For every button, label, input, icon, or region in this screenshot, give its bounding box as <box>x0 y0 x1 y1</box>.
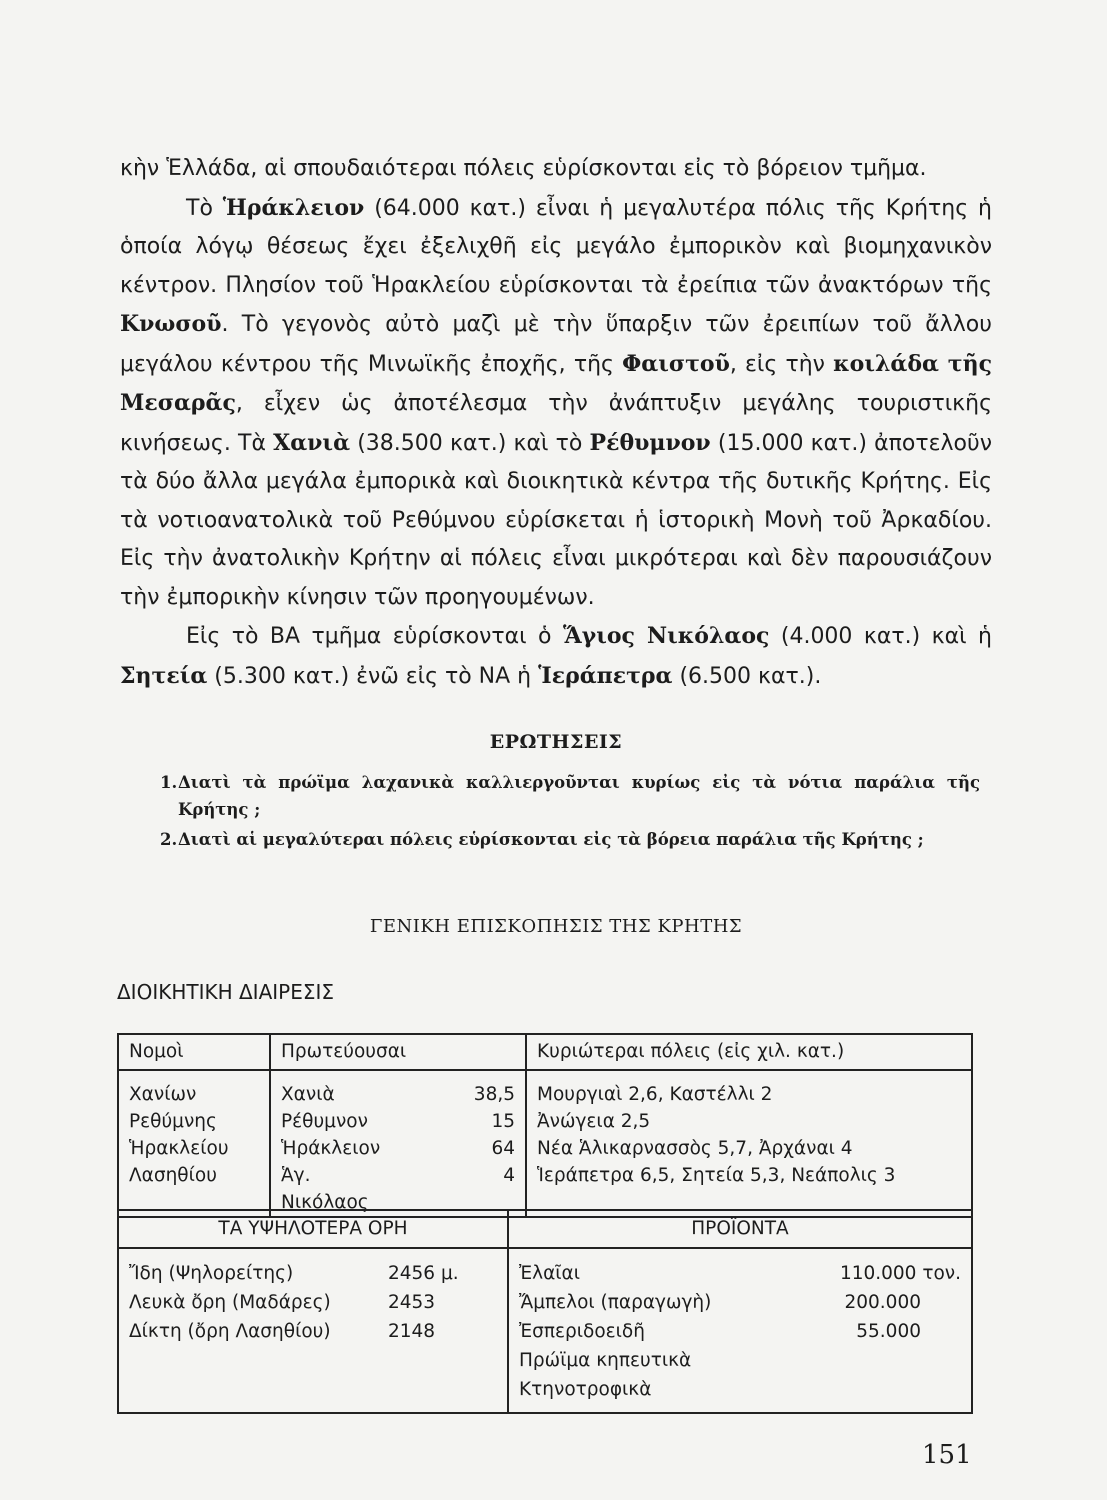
product-cell: Πρώϊμα κηπευτικὰ <box>508 1346 784 1375</box>
emphasized-term: Χανιὰ <box>273 429 351 456</box>
amount-cell <box>784 1375 972 1413</box>
table-row <box>118 1070 972 1108</box>
text-run: (5.300 κατ.) ἐνῶ εἰς τὸ ΝΑ ἡ <box>207 663 539 689</box>
table-row <box>118 1317 972 1346</box>
paragraph-continuation <box>120 150 992 189</box>
emphasized-term: Ἱεράπετρα <box>538 662 673 689</box>
height-cell: 2148 <box>388 1321 436 1342</box>
amount-cell: 110.000 τον. <box>839 1263 961 1284</box>
question-text: Διατὶ αἱ μεγαλύτεραι πόλεις εὑρίσκονται εἰς τὰ βόρεια παράλια τῆς Κρήτης ; <box>178 830 924 849</box>
emphasized-term: Κνωσοῦ <box>120 311 222 337</box>
capital-cell: Χανιὰ <box>270 1070 400 1108</box>
capital-pop-cell: 38,5 <box>473 1084 515 1105</box>
nomos-cell: Χανίων <box>129 1084 197 1105</box>
cities-cell: Νέα Ἁλικαρνασσὸς 5,7, Ἀρχάναι 4 <box>526 1135 972 1162</box>
question-item <box>162 769 980 823</box>
text-run: Εἰς τὸ ΒΑ τμῆμα εὑρίσκονται ὁ <box>186 624 563 649</box>
product-cell: Ἐσπεριδοειδῆ <box>508 1317 784 1346</box>
text-run: (64.000 κατ.) εἶναι ἡ μεγαλυτέρα πόλις τῆς Κρήτης ἡ ὁποία λόγῳ θέσεως ἔχει ἐξελιχθῆ εἰς μεγάλο ἐμπορικὸν καὶ βιομηχανικὸν κέντρον. Πλησίον τοῦ Ἡρακλείου εὑρίσκονται τὰ ἐρείπια τῶν ἀνακτόρων τῆς <box>120 195 992 298</box>
height-cell <box>378 1346 508 1375</box>
header-mountains: ΤΑ ΥΨΗΛΟΤΕΡΑ ΟΡΗ <box>118 1210 508 1248</box>
mountain-cell <box>118 1375 378 1413</box>
emphasized-term: Ἅγιος Νικόλαος <box>562 623 770 649</box>
cities-cell: Ἀνώγεια 2,5 <box>526 1108 972 1135</box>
admin-division-table <box>117 1033 973 1218</box>
text-run: (6.500 κατ.). <box>672 663 822 689</box>
table-row <box>118 1375 972 1413</box>
emphasized-term: Ἡράκλειον <box>222 194 365 221</box>
header-main-cities: Κυριώτεραι πόλεις (εἰς χιλ. κατ.) <box>526 1034 972 1070</box>
height-cell: 2456 μ. <box>388 1263 459 1284</box>
text-run: , εἶχεν ὡς ἀποτέλεσμα τὴν ἀνάπτυξιν μεγάλης τουριστικῆς κινήσεως. Τὰ <box>120 391 992 456</box>
table-row <box>118 1248 972 1288</box>
question-text: Διατὶ τὰ πρώϊμα λαχανικὰ καλλιεργοῦνται κυρίως εἰς τὰ νότια παράλια τῆς Κρήτης ; <box>178 773 980 819</box>
overview-title: ΓΕΝΙΚΗ ΕΠΙΣΚΟΠΗΣΙΣ ΤΗΣ ΚΡΗΤΗΣ <box>369 916 743 937</box>
text-run: κὴν Ἑλλάδα, αἱ σπουδαιότεραι πόλεις εὑρίσκονται εἰς τὸ βόρειον τμῆμα. <box>120 156 927 181</box>
emphasized-term: κοιλάδα τῆς Μεσαρᾶς <box>120 350 992 416</box>
header-products: ΠΡΟΪΟΝΤΑ <box>508 1210 972 1248</box>
header-nomoi: Νομοὶ <box>118 1034 270 1070</box>
amount-cell <box>784 1346 972 1375</box>
question-item <box>162 826 980 853</box>
mountain-cell: Λευκὰ ὄρη (Μαδάρες) <box>129 1292 331 1313</box>
body-text <box>120 150 992 696</box>
page-number: 151 <box>922 1440 972 1470</box>
text-run: Τὸ <box>186 195 223 221</box>
nomos-cell: Λασηθίου <box>129 1165 217 1186</box>
question-number: 1. <box>160 773 178 792</box>
emphasized-term: Φαιστοῦ <box>622 350 730 377</box>
paragraph-northeast <box>120 617 992 696</box>
text-run: , εἰς τὴν <box>729 351 834 377</box>
text-run: . Τὸ γεγονὸς αὐτὸ μαζὶ μὲ τὴν ὕπαρξιν τῶν ἐρειπίων τοῦ ἄλλου μεγάλου κέντρου τῆς Μινωϊκῆς ἐποχῆς, τῆς <box>120 312 992 377</box>
table-header-row <box>118 1034 972 1070</box>
capital-cell: Ἁγ. Νικόλαος <box>270 1162 400 1217</box>
header-capitals: Πρωτεύουσαι <box>270 1034 526 1070</box>
amount-cell: 200.000 <box>844 1292 921 1313</box>
question-number: 2. <box>160 830 178 849</box>
amount-cell: 55.000 <box>856 1321 921 1342</box>
cities-cell: Μουργιαὶ 2,6, Καστέλλι 2 <box>526 1070 972 1108</box>
height-cell <box>378 1375 508 1413</box>
product-cell: Ἐλαῖαι <box>508 1248 784 1288</box>
mountain-cell <box>118 1346 378 1375</box>
cities-cell: Ἱεράπετρα 6,5, Σητεία 5,3, Νεάπολις 3 <box>526 1162 972 1217</box>
nomos-cell: Ρεθύμνης <box>129 1111 217 1132</box>
mountains-products-table <box>117 1209 973 1414</box>
capital-pop-cell: 64 <box>491 1138 515 1159</box>
paragraph-heraklion <box>120 189 992 618</box>
table-row <box>118 1288 972 1317</box>
nomos-cell: Ἡρακλείου <box>129 1138 229 1159</box>
questions-heading: ΕΡΩΤΗΣΕΙΣ <box>489 731 623 753</box>
table-header-row <box>118 1210 972 1248</box>
questions-list <box>162 769 980 855</box>
product-cell: Κτηνοτροφικὰ <box>508 1375 784 1413</box>
table-row <box>118 1108 972 1135</box>
capital-pop-cell: 15 <box>491 1111 515 1132</box>
text-run: (15.000 κατ.) ἀποτελοῦν τὰ δύο ἄλλα μεγάλα ἐμπορικὰ καὶ διοικητικὰ κέντρα τῆς δυτικῆς Κρήτης. Εἰς τὰ νοτιοανατολικὰ τοῦ Ρεθύμνου εὑρίσκεται ἡ ἱστορικὴ Μονὴ τοῦ Ἀρκαδίου. Εἰς τὴν ἀνατολικὴν Κρήτην αἱ πόλεις εἶναι μικρότεραι καὶ δὲν παρουσιάζουν τὴν ἐμπορικὴν κίνησιν τῶν προηγουμένων. <box>120 430 993 610</box>
emphasized-term: Σητεία <box>120 662 208 689</box>
height-cell: 2453 <box>388 1292 436 1313</box>
capital-pop-cell: 4 <box>503 1165 515 1186</box>
admin-division-title: ΔΙΟΙΚΗΤΙΚΗ ΔΙΑΙΡΕΣΙΣ <box>117 980 335 1004</box>
capital-cell: Ἡράκλειον <box>270 1135 400 1162</box>
text-run: (4.000 κατ.) καὶ ἡ <box>769 624 992 649</box>
table-row <box>118 1346 972 1375</box>
emphasized-term: Ρέθυμνον <box>589 429 711 456</box>
capital-cell: Ρέθυμνον <box>270 1108 400 1135</box>
mountain-cell: Ἴδη (Ψηλορείτης) <box>129 1263 294 1284</box>
product-cell: Ἄμπελοι (παραγωγὴ) <box>508 1288 784 1317</box>
mountain-cell: Δίκτη (ὄρη Λασηθίου) <box>129 1321 331 1342</box>
table-row <box>118 1135 972 1162</box>
text-run: (38.500 κατ.) καὶ τὸ <box>350 430 590 456</box>
